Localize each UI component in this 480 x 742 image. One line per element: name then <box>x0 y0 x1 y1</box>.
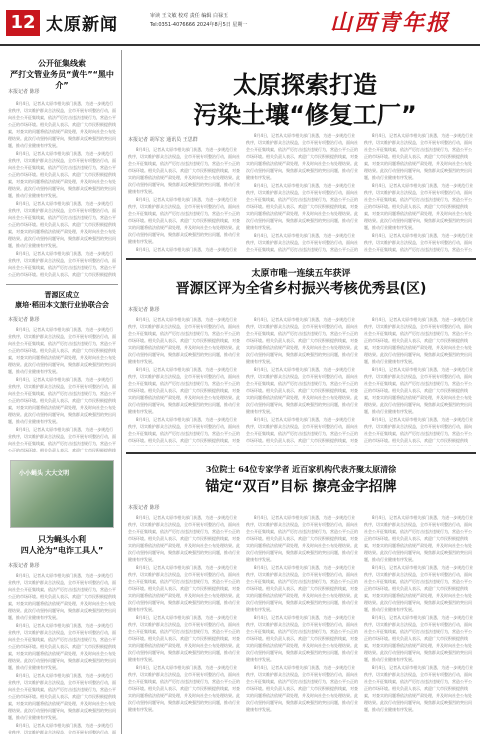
body-paragraph: 8月4日，记者从太原市相关部门获悉，为进一步规范行业秩序，切实维护群众合法权益，全市开展专项整治行动，面向社会公开征集线索，依法严厉打击违法违规行为，营造公平公正的市场环境。相关负责人表示，欢迎广大市民积极提供线索，对查实的问题将依法依规严肃处理，并及时向社会公布处理结果。此次行动坚持问题导向，聚焦群众反映强烈的突出问题，推动行业健康有序发展。 <box>128 147 240 194</box>
header-info-line2: Tel:0351-4076666 2024年8月5日 星期一 <box>150 22 248 28</box>
body-paragraph: 8月4日，记者从太原市相关部门获悉，为进一步规范行业秩序，切实维护群众合法权益，全市开展专项整治行动，面向社会公开征集线索，依法严厉打击违法违规行为，营造公平公正的市场环境。相关负责人表示，欢迎广大市民积极提供线索，对查实的问题将依法依规严肃处理，并及时向社会公布处理结果。此次行动坚持问题导向，聚焦群众反映强烈的突出问题，推动行业健康有序发展。 <box>364 183 474 230</box>
body-paragraph: 8月4日，记者从太原市相关部门获悉，为进一步规范行业秩序，切实维护群众合法权益，全市开展专项整治行动，面向社会公开征集线索，依法严厉打击违法违规行为，营造公平公正的市场环境。相关负责人表示，欢迎广大市民积极提供线索，对查实的问题将依法依规严肃处理，并及时向社会公布处理结果。此次行动坚持问题导向，聚焦群众反映强烈的突出问题，推动行业健康有序发展。 <box>246 665 358 712</box>
body-paragraph: 8月4日，记者从太原市相关部门获悉，为进一步规范行业秩序，切实维护群众合法权益，全市开展专项整治行动，面向社会公开征集线索，依法严厉打击违法违规行为，营造公平公正的市场环境。相关负责人表示，欢迎广大市民积极提供线索，对查实的问题将依法依规严肃处理，并及时向社会公布处理结果。此次行动坚持问题导向，聚焦群众反映强烈的突出问题，推动行业健康有序发展。 <box>364 615 474 662</box>
body-paragraph: 8月4日，记者从太原市相关部门获悉，为进一步规范行业秩序，切实维护群众合法权益，全市开展专项整治行动，面向社会公开征集线索，依法严厉打击违法违规行为，营造公平公正的市场环境。相关负责人表示，欢迎广大市民积极提供线索，对查实的问题将依法依规严肃处理，并及时向社会公布处理结果。此次行动坚持问题导向，聚焦群众反映强烈的突出问题，推动行业健康有序发展。 <box>8 101 116 148</box>
body-paragraph: 8月4日，记者从太原市相关部门获悉，为进一步规范行业秩序，切实维护群众合法权益，全市开展专项整治行动，面向社会公开征集线索，依法严厉打击违法违规行为，营造公平公正的市场环境。相关负责人表示，欢迎广大市民积极提供线索，对查实的问题将依法依规严肃处理，并及时向社会公布处理结果。此次行动坚持问题导向，聚焦群众反映强烈的突出问题，推动行业健康有序发展。 <box>364 515 474 562</box>
left-article-3-body <box>8 572 116 734</box>
masthead-logo: 山西青年报 <box>330 10 451 36</box>
page-header <box>0 0 480 46</box>
body-paragraph: 8月4日，记者从太原市相关部门获悉，为进一步规范行业秩序，切实维护群众合法权益，全市开展专项整治行动，面向社会公开征集线索，依法严厉打击违法违规行为，营造公平公正的市场环境。相关负责人表示，欢迎广大市民积极提供线索，对查实的问题将依法依规严肃处理，并及时向社会公布处理结果。此次行动坚持问题导向，聚焦群众反映强烈的突出问题，推动行业健康有序发展。 <box>8 573 116 620</box>
divider <box>126 258 476 260</box>
body-paragraph: 8月4日，记者从太原市相关部门获悉，为进一步规范行业秩序，切实维护群众合法权益，全市开展专项整治行动，面向社会公开征集线索，依法严厉打击违法违规行为，营造公平公正的市场环境。相关负责人表示，欢迎广大市民积极提供线索，对查实的问题将依法依规严肃处理，并及时向社会公布处理结果。此次行动坚持问题导向，聚焦群众反映强烈的突出问题，推动行业健康有序发展。 <box>128 615 240 662</box>
news-photo <box>10 460 114 528</box>
lead-body-col3 <box>364 132 474 252</box>
body-paragraph: 8月4日，记者从太原市相关部门获悉，为进一步规范行业秩序，切实维护群众合法权益，全市开展专项整治行动，面向社会公开征集线索，依法严厉打击违法违规行为，营造公平公正的市场环境。相关负责人表示，欢迎广大市民积极提供线索，对查实的问题将依法依规严肃处理，并及时向社会公布处理结果。此次行动坚持问题导向，聚焦群众反映强烈的突出问题，推动行业健康有序发展。 <box>246 133 358 180</box>
photo-caption: 小小蝇头 大大文明 <box>19 470 70 477</box>
body-paragraph: 8月4日，记者从太原市相关部门获悉，为进一步规范行业秩序，切实维护群众合法权益，全市开展专项整治行动，面向社会公开征集线索，依法严厉打击违法违规行为，营造公平公正的市场环境。相关负责人表示，欢迎广大市民积极提供线索，对查实的问题将依法依规严肃处理，并及时向社会公布处理结果。此次行动坚持问题导向，聚焦群众反映强烈的突出问题，推动行业健康有序发展。 <box>128 665 240 712</box>
body-paragraph: 8月4日，记者从太原市相关部门获悉，为进一步规范行业秩序，切实维护群众合法权益，全市开展专项整治行动，面向社会公开征集线索，依法严厉打击违法违规行为，营造公平公正的市场环境。相关负责人表示，欢迎广大市民积极提供线索，对查实的问题将依法依规严肃处理，并及时向社会公布处理结果。此次行动坚持问题导向，聚焦群众反映强烈的突出问题，推动行业健康有序发展。 <box>8 377 116 424</box>
body-paragraph: 8月4日，记者从太原市相关部门获悉，为进一步规范行业秩序，切实维护群众合法权益，全市开展专项整治行动，面向社会公开征集线索，依法严厉打击违法违规行为，营造公平公正的市场环境。相关负责人表示，欢迎广大市民积极提供线索，对查实的问题将依法依规严肃处理，并及时向社会公布处理结果。此次行动坚持问题导向，聚焦群众反映强烈的突出问题，推动行业健康有序发展。 <box>246 515 358 562</box>
body-paragraph: 8月4日，记者从太原市相关部门获悉，为进一步规范行业秩序，切实维护群众合法权益，全市开展专项整治行动，面向社会公开征集线索，依法严厉打击违法违规行为，营造公平公正的市场环境。相关负责人表示，欢迎广大市民积极提供线索，对查实的问题将依法依规严肃处理，并及时向社会公布处理结果。此次行动坚持问题导向，聚焦群众反映强烈的突出问题，推动行业健康有序发展。 <box>364 367 474 414</box>
body-paragraph: 8月4日，记者从太原市相关部门获悉，为进一步规范行业秩序，切实维护群众合法权益，全市开展专项整治行动，面向社会公开征集线索，依法严厉打击违法违规行为，营造公平公正的市场环境。相关负责人表示，欢迎广大市民积极提供线索，对查实的问题将依法依规严肃处理，并及时向社会公布处理结果。此次行动坚持问题导向，聚焦群众反映强烈的突出问题，推动行业健康有序发展。 <box>128 515 240 562</box>
section-title: 太原新闻 <box>46 15 118 35</box>
body-paragraph: 8月4日，记者从太原市相关部门获悉，为进一步规范行业 <box>136 247 238 252</box>
column-divider <box>121 50 122 734</box>
left-article-1-title: 公开征集线索 严打文管业务员“黄牛”“黑中介” <box>10 59 114 90</box>
body-paragraph: 8月4日，记者从太原市相关部门获悉，为进一步规范行业秩序，切实维护群众合法权益，全市开展专项整治行动，面 <box>8 723 116 734</box>
header-info <box>150 12 300 30</box>
story2-body-col3 <box>364 316 474 446</box>
body-paragraph: 8月4日，记者从太原市相关部门获悉，为进一步规范行业秩序，切实维护群众合法权益，全市开展专项整治行动，面向社会公开征集线索，依法严厉打击违法违规行为，营造公平公正的市场环境。相关负责人表示，欢迎广大市民积极提供线索，对查实的问题将依法依规严肃处理，并及时向社会公布处理结果。此次行动坚持问题导向，聚焦群众反映强烈的突出问题，推动行业健康有序发展。 <box>364 565 474 612</box>
body-paragraph: 8月4日，记者从太原市相关部门获悉，为进一步规范行业秩序，切实维护群众合法权益，全市开展专项整治行动，面向社会公开征集线索，依法严厉打击违法违规行为，营造公平公正的市场环境。相关负责人表示，欢迎广大市民积极提供线索，对查 <box>128 417 240 443</box>
story2-headline: 晋源区评为全省乡村振兴考核优秀县(区) <box>175 281 427 297</box>
lead-body-col1 <box>128 146 240 252</box>
body-paragraph: 8月4日，记者从太原市相关部门获悉，为进一步规范行业秩序，切实维护群众合法权益，全市开展专项整治行动，面向社会公开征集线索，依法严厉打击违法违规行为，营造公平公正的市场环境。相关负责人表示，欢迎广大市民积极提供线索，对查实的问题将依法依规严肃处理，并及时向社会公布处理结果。此次行动坚持问题导向，聚焦群众反映强烈的突出问题，推动行业健康有序发展。 <box>364 133 474 180</box>
body-paragraph: 8月4日，记者从太原市相关部门获悉，为进一步规范行业秩序，切实维护群众合法权益，全市开展专项整治行动，面向社会公开征集线索，依法严厉打击违法违规行为，营造公平公正的市场环境。相关负责人表示，欢迎广大市民积极提供线索，对查实的问题将依法依规严肃处理，并及时向社会公布处理结果。此次行动坚持问题导向，聚焦群众反映强烈的突出问题，推动行业健康有序发展。 <box>364 665 474 712</box>
body-paragraph: 8月4日，记者从太原市相关部门获悉，为进一步规范行业秩序，切实维护群众合法权益，全市开展专项整治行动，面向社会公开征集线索，依法严厉打击违法违规行为，营造公平公正的市场环境。相关负责人表示，欢迎广大市民积极提供线索，对查实的问题将依法依规严肃处理，并及时向社会公布处理结果。此次行动坚持问题导向，聚焦群众反映强烈的突出问题，推动行业健康有序发展。 <box>8 327 116 374</box>
body-paragraph: 8月4日，记者从太原市相关部门获悉，为进一步规范行业秩序，切实维护群众合法权益，全市开展专项整治行动，面向社会公开征集线索，依法严厉打击违法违规行为，营造公平公正的市场环境。相关负责人表示，欢迎广大市民积极提供线索，对查实的问题将依法依规严肃处理，并及时向社会公布处理结果。此次行动坚持问题导向，聚焦群众反映强烈的突出问题，推动行业健康有序发展。 <box>8 673 116 720</box>
story3-body-col2 <box>246 514 358 734</box>
body-paragraph: 8月4日，记者从太原市相关部门获悉，为进一步规范行业秩序，切实维护群众合法权益，全市开展专项整治行动，面向社会公开征集线索，依法严厉打击违法违规行为，营造公平公正的市场环境。相关负责人表示，欢迎广大市民积极提供线索，对查实的问题将依法依规严肃处理，并及时向社会公布处理结果。此次行动坚持问题导向，聚焦群众反映强烈的突出问题，推动行业健康有序发展。 <box>128 367 240 414</box>
story2-body-col2 <box>246 316 358 446</box>
body-paragraph: 8月4日，记者从太原市相关部门获悉，为进一步规范行业秩序，切实维护群众合法权益，全市开展专项整治行动，面向社会公开征集线索，依法严厉打击违法违规行为，营造公平公正的市场环境。相关负责人表示，欢迎广大市民积极提供线索，对查实的问题将依法依规严肃处理，并及时向社会公布处理结果。此次行动坚持问题导向，聚焦群众反映强烈的突出问题，推动行业健康有序发展。 <box>246 367 358 414</box>
body-paragraph: 8月4日，记者从太原市相关部门获悉，为进一步规范行业秩序，切实维护群众合法权益，全市开展专项整治行动，面向社会公开征集线索，依法严厉打击违法违规行为，营造公平公正的市场环境。相关负责人表示，欢迎广大市民积极提供线 <box>8 251 116 277</box>
story3-headline: 锚定“双百”目标 擦亮金字招牌 <box>205 479 397 495</box>
page-number: 12 <box>6 10 40 36</box>
body-paragraph: 8月4日，记者从太原市相关部门获悉，为进一步规范行业秩序，切实维护群众合法权益，全市开展专项整治行动，面向社会公开征集线索，依法严厉打击违法违规行为，营造公平公正的市场环境。相关负责人表示，欢迎广大市民积极提供线索，对查实的问题将依法依规严肃处理，并及时向社会公布处理结果。此次行动坚持问题导向，聚焦群众反映强烈的突出问题，推动行业健康有序发展。 <box>128 565 240 612</box>
divider <box>126 452 476 454</box>
story2-kicker: 太原市唯一连续五年获评 <box>251 269 351 279</box>
body-paragraph: 8月4日，记者从太原市相关部门获悉，为进一步规范行业秩序，切实维护群众合法权益，全市开展专项整治行动，面向社会公开征集线索，依法严厉打击违法违规行为，营造公平公正的市场环境。相关负责人表示，欢迎广大市民积极提供线索，对查实的问题将依法依规严肃处理，并及时向社会公布处理结果。此次行动坚持问题导向，聚焦群众反映强烈的突出问题，推动行业健康有序发展。 <box>364 317 474 364</box>
left-article-3-byline: 本报记者 陈彤 <box>8 563 40 569</box>
story3-body-col3 <box>364 514 474 734</box>
body-paragraph: 8月4日，记者从太原市相关部门获悉，为进一步规范行业秩序，切实维护群众合法权益，全市开展专项整治行动，面向社会公开征集线索，依法严厉打击违法违规行为，营造公平公正的市场环境。相关负责人表示，欢迎广大市民积极提供线索，对查实的问题将依法依规严肃处理，并及时向社会公布处理结果。此次行动坚持问题导向，聚焦群众反映强烈的突出问题，推动行业健康有序发展。 <box>8 623 116 670</box>
story2-byline: 本报记者 陈彤 <box>128 307 160 313</box>
body-paragraph: 8月4日，记者从太原市相关部门获悉，为进一步规范行业秩序，切实维护群众合法权益，全市开展专项整治行动，面向社会公开征集线索，依法严厉打击违法违规行为，营造公平公正的市场环境。相关负责人表示，欢迎广大市民积极提供线索，对查实的问题将依法依规严肃处理，并及时向社会公布处理结果。此次行动坚持问题导向，聚焦群众反映强烈的突出问题，推动行业健康有序发展。 <box>246 565 358 612</box>
body-paragraph: 8月4日，记者从太原市相关部门获悉，为进一步规范行业秩序，切实维护群众合法权益，全市开展专项整治行动，面向社会公开征集线索，依法严厉打击违法违规行为，营造公平公正的市场环境。相关负责人表示，欢迎广大市民积极提供线索，对查实的问题将依法依规严肃处理，并及时向社会公布处理结果。此次行动坚持问题导向，聚焦群众反映强烈的突出问题，推动行业健康有序发展。 <box>246 317 358 364</box>
header-info-line1: 审读 王文敏 校对 责任 编辑 白禄玉 <box>150 13 228 19</box>
body-paragraph: 8月4日，记者从太原市相关部门获悉，为进一步规范行业秩序，切实维护群众合法权益，全市开展专项整治行动，面向社会公开征集线索，依法严厉打击违法违规行为，营造公平公正的 <box>246 233 358 252</box>
body-paragraph: 8月4日，记者从太原市相关部门获悉，为进一步规范行业秩序，切实维护群众合法权益，全市开展专项整治行动，面向社会公开征集线索，依法严厉打击违法违规行为，营造公平公正的市场环境。相关负责人表示，欢迎广大市民积极提供线索，对查 <box>246 417 358 443</box>
body-paragraph: 8月4日，记者从太原市相关部门获悉，为进一步规范行业秩序，切实维护群众合法权益，全市开展专项整治行动，面向社会公开征集线索，依法严厉打击违法违规行为，营造公平公正的市场环境。相关负责人表示，欢迎广大市民积极提供线 <box>364 417 474 443</box>
left-article-1-byline: 本报记者 陈彤 <box>8 89 40 95</box>
left-article-2-byline: 本报记者 陈彤 <box>8 317 40 323</box>
body-paragraph: 8月4日，记者从太原市相关部门获悉，为进一步规范行业秩序，切实维护群众合法权益，全市开展专项整治行动，面向社会公开征集线索，依法严厉打击违法违规行为，营造公平公正的市场环境。相关负责人表示，欢迎广大市民积极提供线索，对查实的问题将依法依规严肃处理，并及时向社会公布处理结果。此次行动坚持问题导向，聚焦群众反映强烈的突出问题，推动行业健康有序发展。 <box>8 151 116 198</box>
body-paragraph: 8月4日，记者从太原市相关部门获悉，为进一步规范行业秩序，切实维护群众合法权益，全市开展专项整治行动，面向社会公开征集线索，依法严厉打击违法违规行为，营造公平公正的市场环境。相关负责人表示，欢迎广大市民积极提供线索，对查实的问题将依法依规严肃处理，并及时向社会公布处理结果。此次行动坚持问题导向，聚焦群众反映强烈的突出问题，推动行业健康有序发展。 <box>128 317 240 364</box>
lead-headline: 太原探索打造 污染土壤“修复工厂” <box>193 71 417 129</box>
left-article-2-body <box>8 326 116 452</box>
story2-body-col1 <box>128 316 240 446</box>
left-article-3-title: 只为蝇头小利 四人沦为“电诈工具人” <box>20 535 104 555</box>
lead-byline: 本报记者 胡军宏 通讯员 王思群 <box>128 137 198 143</box>
body-paragraph: 8月4日，记者从太原市相关部门获悉，为进一步规范行业秩序，切实维护群众合法权益，全市开展专项整治行动，面向社会公开征集线索，依法严厉打击违法违规行为，营造公平公正的市场环境。相关负责人表示，欢迎广大市民积极提供线 <box>8 427 116 452</box>
body-paragraph: 8月4日，记者从太原市相关部门获悉，为进一步规范行业秩序，切实维护群众合法权益，全市开展专项整治行动，面向社会公开征集线索，依法严厉打击违法违规行为，营造公平公 <box>364 233 474 252</box>
body-paragraph: 8月4日，记者从太原市相关部门获悉，为进一步规范行业秩序，切实维护群众合法权益，全市开展专项整治行动，面向社会公开征集线索，依法严厉打击违法违规行为，营造公平公正的市场环境。相关负责人表示，欢迎广大市民积极提供线索，对查实的问题将依法依规严肃处理，并及时向社会公布处理结果。此次行动坚持问题导向，聚焦群众反映强烈的突出问题，推动行业健康有序发展。 <box>8 201 116 248</box>
story3-byline: 本报记者 陈彤 <box>128 505 160 511</box>
story3-kicker: 3位院士 64位专家学者 近百家机构代表齐聚太原清徐 <box>205 464 397 474</box>
divider <box>6 284 118 285</box>
story3-body-col1 <box>128 514 240 734</box>
body-paragraph: 8月4日，记者从太原市相关部门获悉，为进一步规范行业秩序，切实维护群众合法权益，全市开展专项整治行动，面向社会公开征集线索，依法严厉打击违法违规行为，营造公平公正的市场环境。相关负责人表示，欢迎广大市民积极提供线索，对查实的问题将依法依规严肃处理，并及时向社会公布处理结果。此次行动坚持问题导向，聚焦群众反映强烈的突出问题，推动行业健康有序发展。 <box>246 615 358 662</box>
lead-body-col2 <box>246 132 358 252</box>
left-article-1-body <box>8 100 116 278</box>
body-paragraph: 8月4日，记者从太原市相关部门获悉，为进一步规范行业秩序，切实维护群众合法权益，全市开展专项整治行动，面向社会公开征集线索，依法严厉打击违法违规行为，营造公平公正的市场环境。相关负责人表示，欢迎广大市民积极提供线索，对查实的问题将依法依规严肃处理，并及时向社会公布处理结果。此次行动坚持问题导向，聚焦群众反映强烈的突出问题，推动行业健康有序发展。 <box>128 197 240 244</box>
body-paragraph: 8月4日，记者从太原市相关部门获悉，为进一步规范行业秩序，切实维护群众合法权益，全市开展专项整治行动，面向社会公开征集线索，依法严厉打击违法违规行为，营造公平公正的市场环境。相关负责人表示，欢迎广大市民积极提供线索，对查实的问题将依法依规严肃处理，并及时向社会公布处理结果。此次行动坚持问题导向，聚焦群众反映强烈的突出问题，推动行业健康有序发展。 <box>246 183 358 230</box>
left-article-2-title: 晋源区成立 康培·稻田本文旅行业协联合会 <box>15 291 109 309</box>
